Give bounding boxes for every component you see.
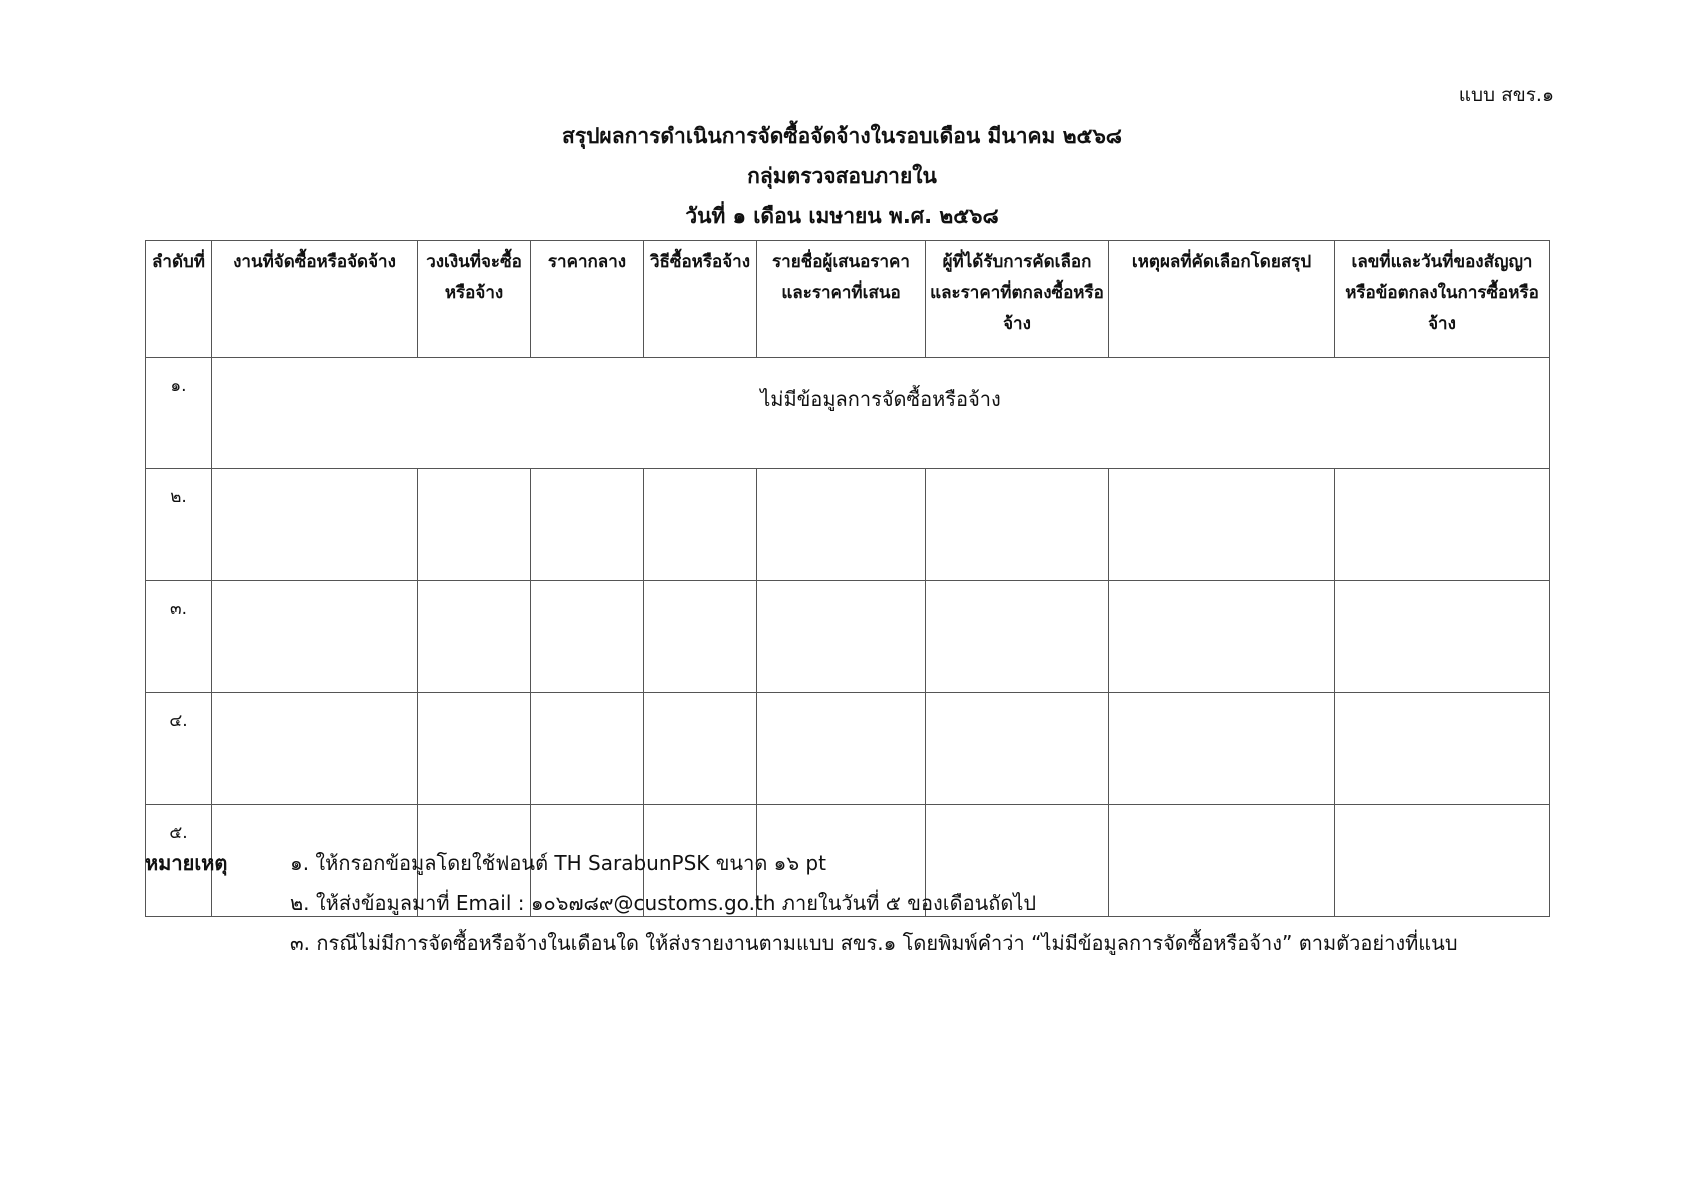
empty-cell (926, 581, 1109, 693)
row-number: ๔. (146, 693, 212, 805)
empty-cell (1109, 581, 1335, 693)
col-header-method: วิธีซื้อหรือจ้าง (644, 241, 757, 358)
empty-cell (757, 469, 926, 581)
report-title: สรุปผลการดำเนินการจัดซื้อจัดจ้างในรอบเดือน มีนาคม ๒๕๖๘ (562, 124, 1122, 148)
table-row (146, 693, 1550, 805)
col-header-no: ลำดับที่ (146, 241, 212, 358)
table-row (146, 581, 1550, 693)
department-name: กลุ่มตรวจสอบภายใน (747, 164, 937, 188)
empty-cell (757, 581, 926, 693)
col-header-reason: เหตุผลที่คัดเลือกโดยสรุป (1109, 241, 1335, 358)
col-header-item: งานที่จัดซื้อหรือจัดจ้าง (212, 241, 418, 358)
no-data-cell: ไม่มีข้อมูลการจัดซื้อหรือจ้าง (212, 358, 1550, 469)
col-header-median-price: ราคากลาง (531, 241, 644, 358)
procurement-summary-table (145, 240, 1550, 917)
empty-cell (1109, 693, 1335, 805)
empty-cell (1335, 469, 1550, 581)
empty-cell (531, 469, 644, 581)
row-number: ๓. (146, 581, 212, 693)
notes-label: หมายเหตุ (145, 851, 228, 875)
empty-cell (1109, 805, 1335, 917)
form-code: แบบ สขร.๑ (1458, 84, 1554, 106)
empty-cell (418, 693, 531, 805)
col-header-budget: วงเงินที่จะซื้อหรือจ้าง (418, 241, 531, 358)
empty-cell (418, 581, 531, 693)
row-number: ๒. (146, 469, 212, 581)
row-number: ๑. (146, 358, 212, 469)
row-number: ๕. (146, 805, 212, 917)
empty-cell (212, 693, 418, 805)
empty-cell (644, 693, 757, 805)
col-header-selected: ผู้ที่ได้รับการคัดเลือกและราคาที่ตกลงซื้อหรือจ้าง (926, 241, 1109, 358)
col-header-bidders: รายชื่อผู้เสนอราคาและราคาที่เสนอ (757, 241, 926, 358)
empty-cell (1335, 693, 1550, 805)
empty-cell (1335, 805, 1550, 917)
report-date: วันที่ ๑ เดือน เมษายน พ.ศ. ๒๕๖๘ (685, 204, 999, 228)
empty-cell (531, 581, 644, 693)
empty-cell (757, 693, 926, 805)
table-row (146, 358, 1550, 469)
empty-cell (212, 581, 418, 693)
empty-cell (926, 693, 1109, 805)
empty-cell (212, 469, 418, 581)
empty-cell (1335, 581, 1550, 693)
empty-cell (531, 693, 644, 805)
note-item: ๒. ให้ส่งข้อมูลมาที่ Email : ๑๐๖๗๘๙@customs.go.th ภายในวันที่ ๕ ของเดือนถัดไป (290, 891, 1037, 915)
table-row (146, 469, 1550, 581)
empty-cell (644, 469, 757, 581)
empty-cell (644, 581, 757, 693)
note-item: ๑. ให้กรอกข้อมูลโดยใช้ฟอนต์ TH SarabunPSK ขนาด ๑๖ pt (290, 851, 826, 875)
table-header-row (146, 241, 1550, 358)
empty-cell (418, 469, 531, 581)
note-item: ๓. กรณีไม่มีการจัดซื้อหรือจ้างในเดือนใด ให้ส่งรายงานตามแบบ สขร.๑ โดยพิมพ์คำว่า “ไม่มีข้อมูลการจัดซื้อหรือจ้าง” ตามตัวอย่างที่แนบ (290, 931, 1458, 955)
col-header-contract: เลขที่และวันที่ของสัญญาหรือข้อตกลงในการซื้อหรือจ้าง (1335, 241, 1550, 358)
empty-cell (1109, 469, 1335, 581)
empty-cell (926, 469, 1109, 581)
